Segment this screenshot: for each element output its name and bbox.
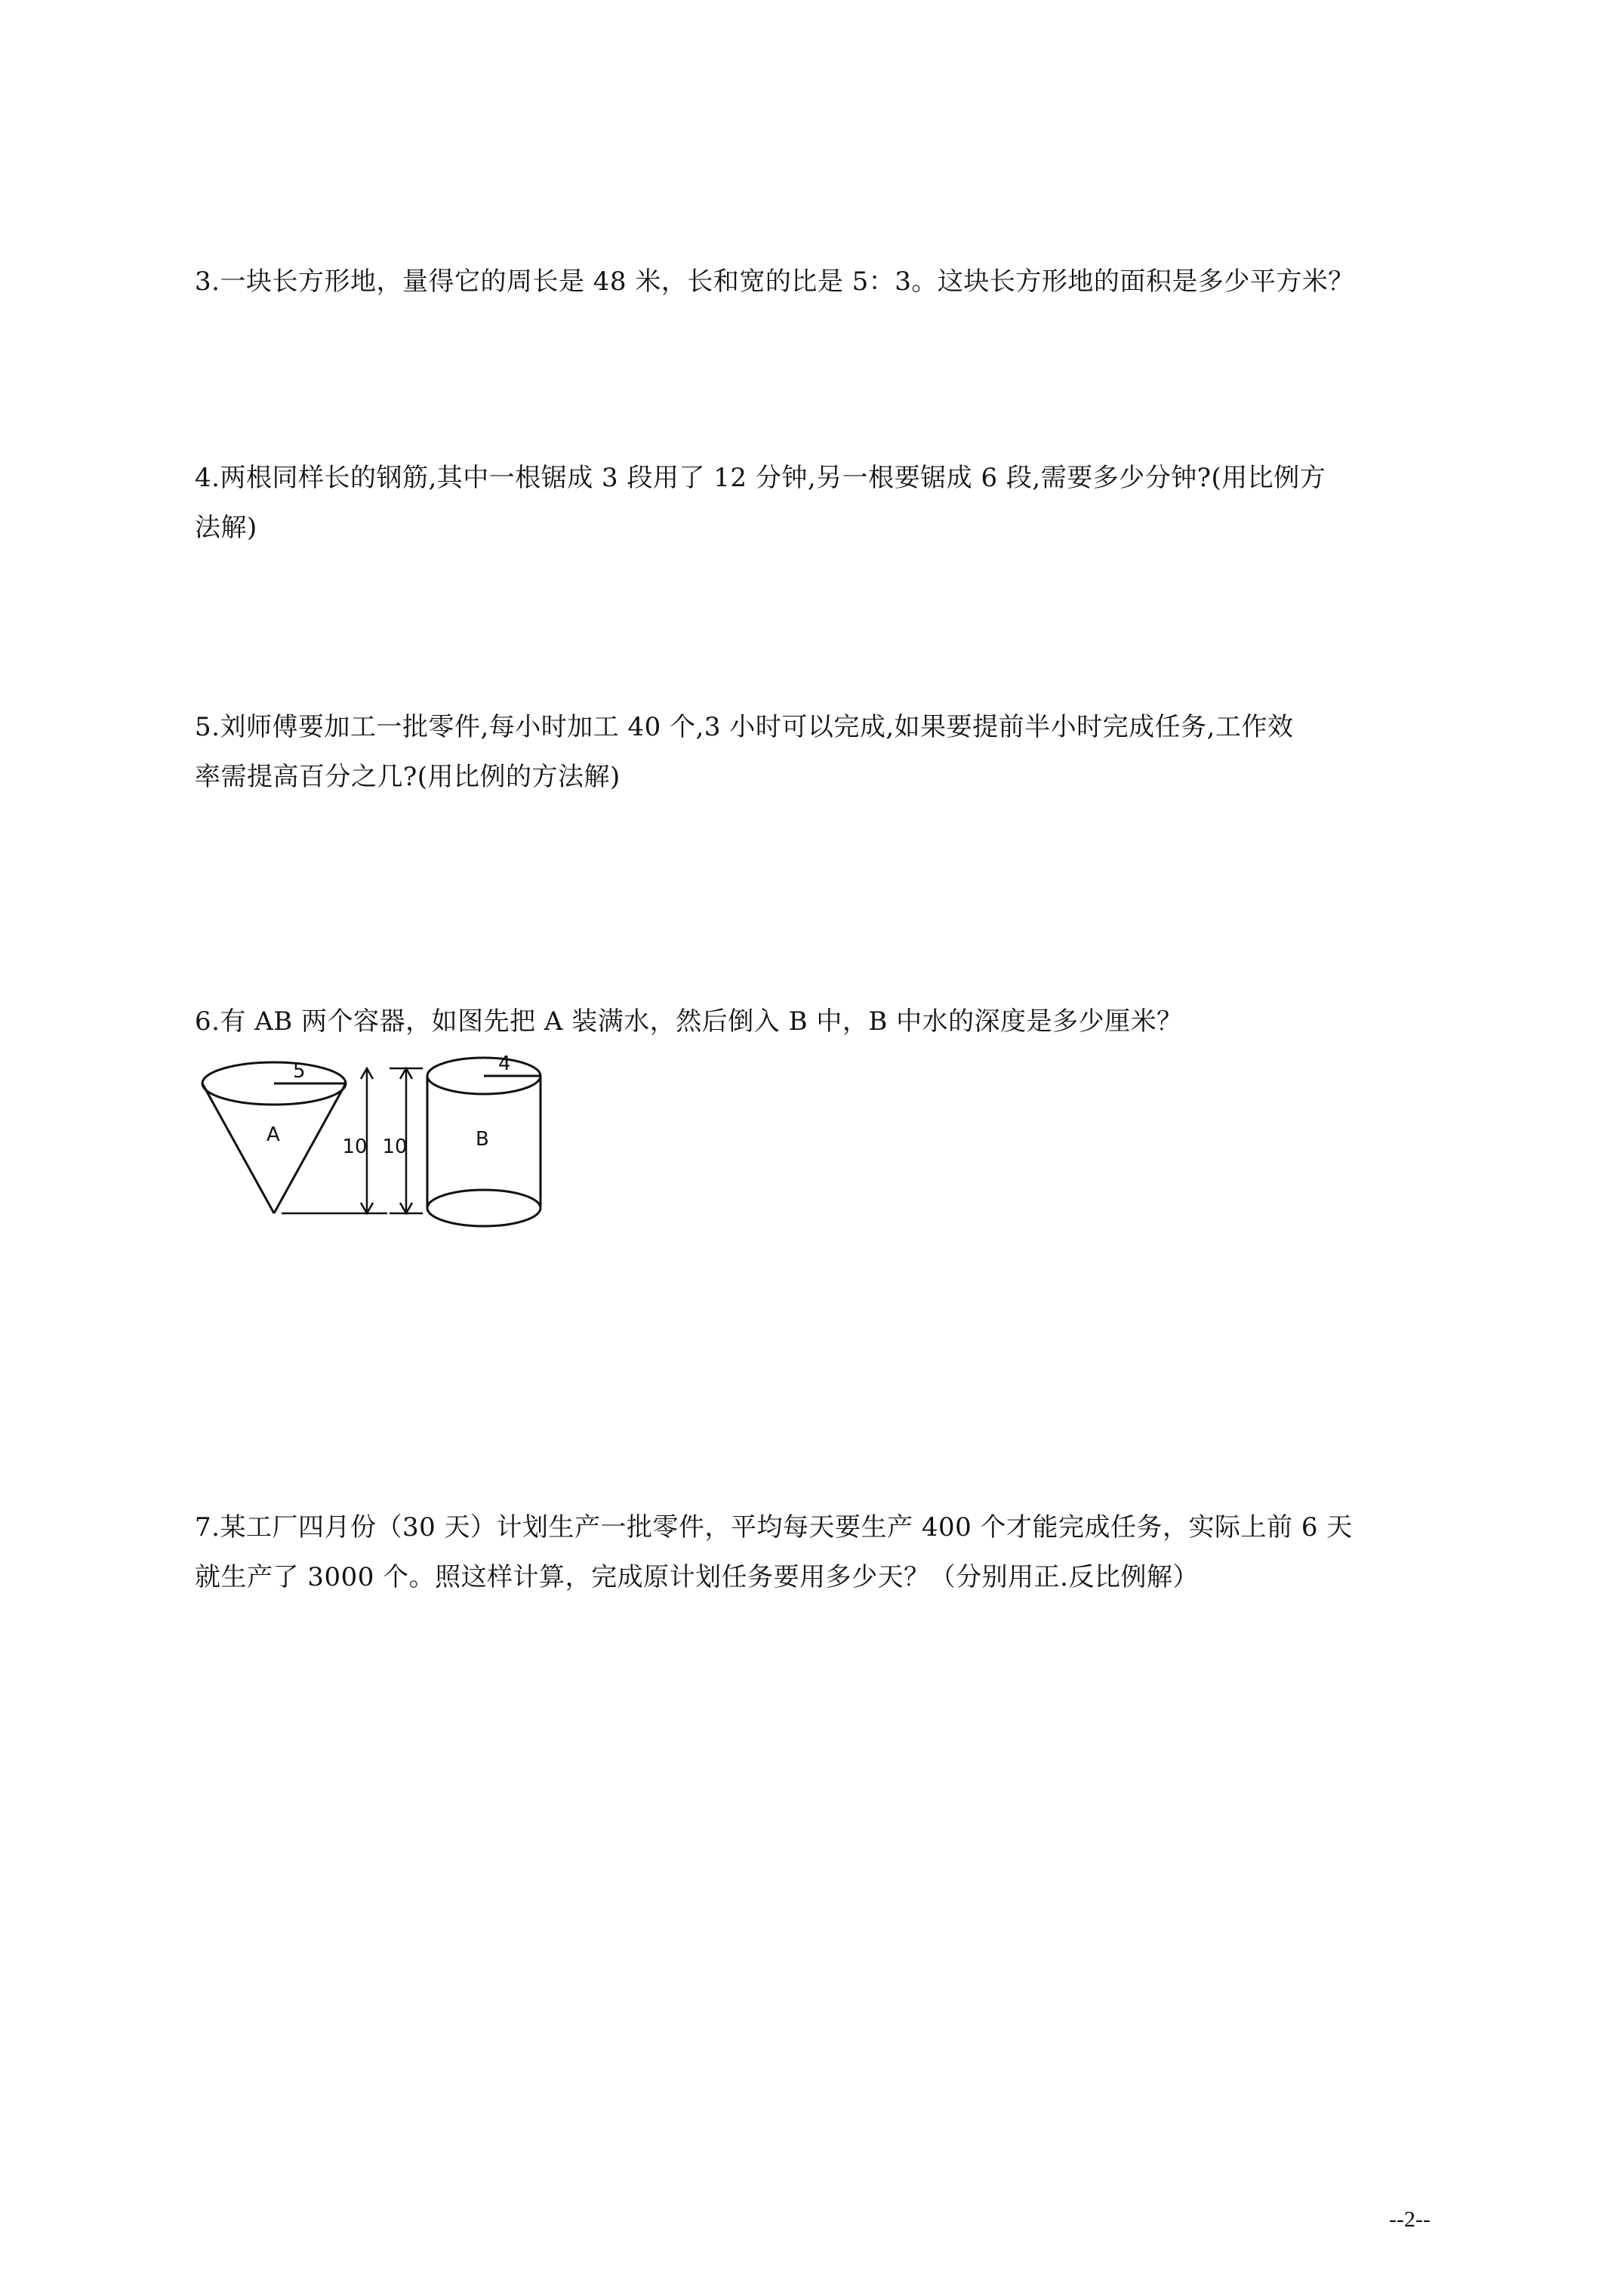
cylinder-height-label: 10 (382, 1136, 408, 1158)
cone-label: A (266, 1123, 280, 1146)
question-6-line-1: 6.有 AB 两个容器，如图先把 A 装满水，然后倒入 B 中，B 中水的深度是多少厘米？ (195, 1006, 1183, 1037)
question-7-line-1: 7.某工厂四月份（30 天）计划生产一批零件，平均每天要生产 400 个才能完成任务，实际上前 6 天 (195, 1512, 1353, 1542)
question-3-line-1: 3.一块长方形地，量得它的周长是 48 米，长和宽的比是 5：3。这块长方形地的面积是多少平方米？ (195, 267, 1354, 297)
question-4 (195, 453, 1448, 553)
cone-height-label: 10 (342, 1136, 368, 1158)
question-4-line-2: 法解) (195, 513, 257, 543)
page-number: --2-- (1389, 2207, 1431, 2232)
cylinder-bottom-back-arc (427, 1190, 540, 1208)
question-7 (195, 1502, 1448, 1602)
cone-cylinder-diagram (195, 1053, 572, 1234)
question-3 (195, 257, 1448, 307)
question-7-line-2: 就生产了 3000 个。照这样计算，完成原计划任务要用多少天？（分别用正.反比例解） (195, 1562, 1199, 1592)
question-6 (195, 997, 1448, 1046)
cylinder-bottom-front-arc (427, 1208, 540, 1226)
question-4-line-1: 4.两根同样长的钢筋,其中一根锯成 3 段用了 12 分钟,另一根要锯成 6 段,需要多少分钟?(用比例方 (195, 463, 1326, 493)
cone-height-dimension (282, 1068, 387, 1213)
question-5-line-2: 率需提高百分之几?(用比例的方法解) (195, 762, 621, 792)
cylinder-label: B (476, 1128, 489, 1151)
question-5 (195, 702, 1448, 802)
container-figure (195, 1053, 572, 1234)
question-5-line-1: 5.刘师傅要加工一批零件,每小时加工 40 个,3 小时可以完成,如果要提前半小时完成任务,工作效 (195, 712, 1294, 742)
cylinder-radius-label: 4 (498, 1053, 511, 1075)
cone-radius-label: 5 (293, 1060, 306, 1083)
